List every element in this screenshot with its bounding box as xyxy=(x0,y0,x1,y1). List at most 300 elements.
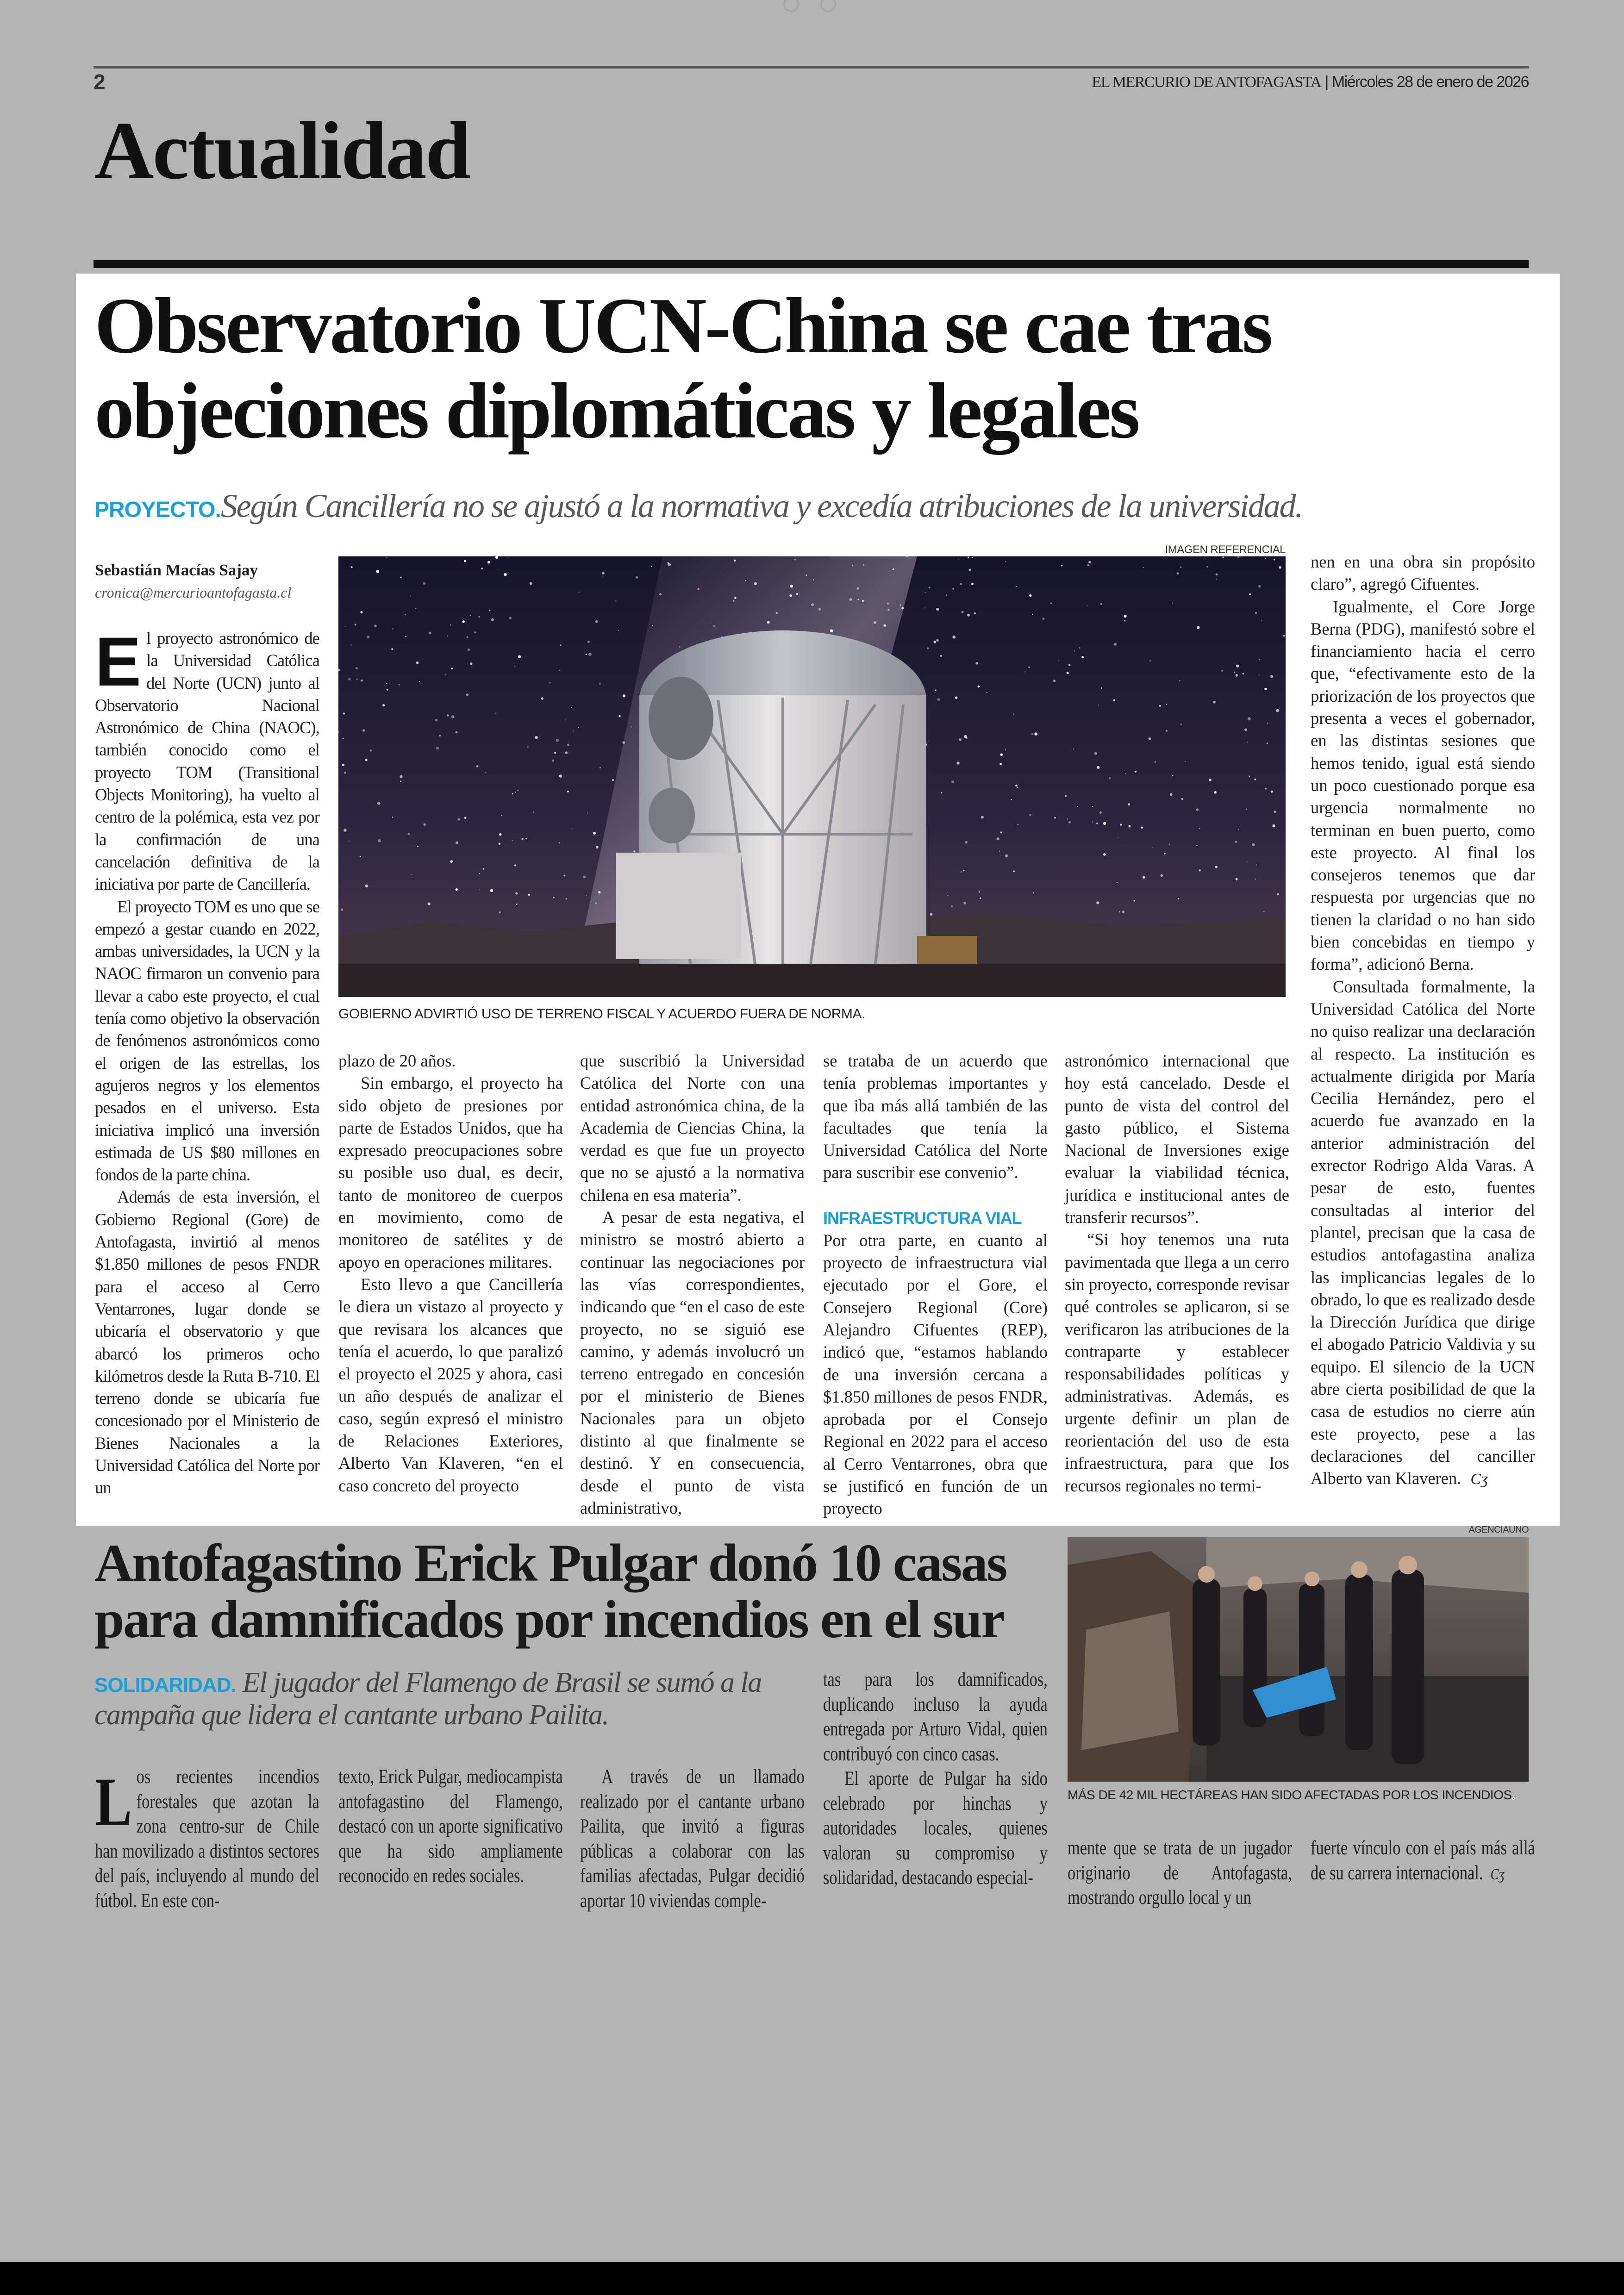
paragraph: nen en una obra sin propósito claro”, agregó Cifuentes. xyxy=(1311,552,1535,594)
article-column xyxy=(1065,1050,1289,1497)
star xyxy=(1271,791,1273,793)
star xyxy=(343,712,345,714)
star xyxy=(1181,798,1183,799)
star xyxy=(361,680,363,682)
star xyxy=(1196,808,1199,811)
star xyxy=(1166,704,1167,705)
star xyxy=(405,614,406,615)
star xyxy=(1246,809,1247,810)
star xyxy=(1029,814,1031,816)
star xyxy=(951,905,953,907)
star xyxy=(1283,635,1285,637)
star xyxy=(515,792,516,793)
star xyxy=(1196,845,1197,846)
star xyxy=(351,566,353,568)
publication-name: EL MERCURIO DE ANTOFAGASTA xyxy=(1092,74,1321,91)
publication-date: Miércoles 28 de enero de 2026 xyxy=(1331,73,1529,91)
star xyxy=(424,823,426,826)
star xyxy=(1168,844,1170,845)
star xyxy=(451,715,455,718)
star xyxy=(596,846,599,848)
star xyxy=(1092,806,1093,807)
star xyxy=(481,568,483,569)
star xyxy=(968,569,971,571)
star xyxy=(1103,853,1106,856)
star xyxy=(1255,879,1256,880)
star xyxy=(456,731,458,734)
star xyxy=(468,649,470,651)
star xyxy=(623,742,625,744)
star xyxy=(499,911,501,913)
star xyxy=(1161,874,1163,877)
paragraph: El proyecto TOM es uno que se empezó a gestar cuando en 2022, ambas universidades, la UCN y la NAOC firmaron un convenio para llevar a cabo este proyecto, el cual tenía como objetivo la observación de fenómenos astronómicos como el origen de las estrellas, los agujeros negros y los elementos pesados en el universo. Esta iniciativa implicó una inversión estimada de US $80 millones en fondos de la parte china. xyxy=(95,897,319,1185)
article-secondary-deck xyxy=(94,1666,807,1731)
star xyxy=(1029,594,1032,597)
star xyxy=(474,631,476,633)
star xyxy=(417,846,418,847)
star xyxy=(1054,817,1056,819)
star xyxy=(794,559,795,560)
star xyxy=(495,712,497,714)
star xyxy=(937,698,940,701)
star xyxy=(400,780,401,782)
star xyxy=(407,833,410,835)
star xyxy=(951,780,954,783)
star xyxy=(1149,737,1151,740)
star xyxy=(559,774,562,778)
star xyxy=(1155,761,1156,763)
kicker: PROYECTO. xyxy=(94,498,221,522)
star xyxy=(341,909,343,911)
star xyxy=(887,609,889,611)
star xyxy=(1024,672,1025,673)
star xyxy=(344,829,347,832)
star xyxy=(1178,898,1180,900)
star xyxy=(457,818,460,821)
star xyxy=(1065,795,1067,797)
star xyxy=(1264,688,1267,690)
star xyxy=(1234,672,1235,673)
star xyxy=(974,612,976,615)
bottom-bar xyxy=(0,2262,1624,2295)
star xyxy=(1255,612,1257,614)
star xyxy=(378,839,381,842)
paragraph: texto, Erick Pulgar, mediocampista antofagastino del Flamengo, destacó con un aporte significativo que ha sido ampliamente reconocido en redes sociales. xyxy=(338,1766,563,1887)
star xyxy=(796,593,798,595)
star xyxy=(439,735,441,736)
star xyxy=(1005,561,1006,562)
star xyxy=(857,587,859,590)
star xyxy=(517,790,518,792)
star xyxy=(1248,717,1251,720)
star xyxy=(350,644,351,645)
annex xyxy=(616,853,741,959)
star xyxy=(1068,664,1071,666)
star xyxy=(399,684,400,686)
star xyxy=(1088,561,1091,564)
star xyxy=(967,614,970,617)
star xyxy=(1034,732,1037,736)
deck-text: Según Cancillería no se ajustó a la normativa y excedía atribuciones de la universidad. xyxy=(220,487,1303,524)
star xyxy=(1159,705,1161,707)
star xyxy=(623,694,625,697)
star xyxy=(936,608,939,611)
star xyxy=(1031,733,1033,735)
star xyxy=(1197,626,1199,629)
star xyxy=(857,599,859,600)
star xyxy=(514,864,516,866)
star xyxy=(516,904,518,905)
star xyxy=(1125,773,1126,774)
star xyxy=(961,611,963,613)
star xyxy=(356,679,357,680)
star xyxy=(553,897,555,898)
star xyxy=(1042,617,1044,620)
star xyxy=(652,625,653,626)
article-secondary-headline xyxy=(94,1535,1062,1648)
star xyxy=(1256,865,1257,866)
star xyxy=(1118,837,1119,838)
star xyxy=(567,791,569,792)
star xyxy=(559,842,560,843)
star xyxy=(1249,593,1251,595)
star xyxy=(466,636,468,638)
headline-line: Antofagastino Erick Pulgar donó 10 casas xyxy=(94,1534,1006,1593)
star xyxy=(1018,824,1019,825)
star xyxy=(512,840,513,841)
star xyxy=(411,874,412,875)
star xyxy=(960,583,962,585)
star xyxy=(999,763,1002,765)
fire-damage-photo xyxy=(1068,1537,1529,1782)
masthead xyxy=(1092,73,1529,91)
star xyxy=(470,662,472,665)
star xyxy=(1152,847,1153,848)
star xyxy=(615,600,616,601)
star xyxy=(587,813,588,814)
star xyxy=(1058,660,1059,661)
star xyxy=(1166,730,1168,732)
star xyxy=(631,726,632,728)
star xyxy=(549,682,550,684)
star xyxy=(450,860,453,863)
star xyxy=(400,577,402,579)
star xyxy=(429,632,431,635)
star xyxy=(499,833,502,836)
star xyxy=(559,670,560,671)
headline-line: objeciones diplomáticas y legales xyxy=(94,367,1138,455)
star xyxy=(362,729,365,732)
article-column xyxy=(95,623,319,1499)
star xyxy=(376,570,379,573)
star xyxy=(930,913,932,916)
star xyxy=(530,582,532,585)
author-byline: Sebastián Macías Sajay xyxy=(95,561,258,579)
star xyxy=(1073,748,1074,749)
star xyxy=(813,579,814,580)
star xyxy=(377,802,381,805)
star xyxy=(464,817,467,819)
star xyxy=(349,841,350,842)
star xyxy=(470,615,471,616)
header-rule xyxy=(94,66,1529,69)
paragraph: mente que se trata de un jugador originario de Antofagasta, mostrando orgullo local y un xyxy=(1068,1837,1292,1908)
star xyxy=(1124,620,1125,621)
star xyxy=(1128,825,1131,827)
star xyxy=(595,620,598,623)
star xyxy=(365,885,368,887)
paragraph: Los recientes incendios forestales que azotan la zona centro-sur de Chile han movilizado a distintos sectores del país, incluyendo al mundo del fútbol. En este con- xyxy=(95,1764,319,1912)
star xyxy=(966,737,968,739)
star xyxy=(1079,648,1080,649)
star xyxy=(1267,742,1268,744)
star xyxy=(935,690,936,691)
star xyxy=(382,704,385,706)
star xyxy=(598,891,600,893)
star xyxy=(1236,878,1238,880)
star xyxy=(874,621,876,624)
star xyxy=(1235,841,1237,843)
star xyxy=(450,624,451,626)
star xyxy=(416,661,419,664)
star xyxy=(423,582,425,585)
paragraph: “Si hoy tenemos una ruta pavimentada que llega a un cerro sin proyecto, corresponde revisar qué controles se aplicaron, si se verificaron las atribuciones de la contraparte y establecer responsabilidades políticas y administrativas. Además, es urgente definir un plan de reorientación del uso de esta infraestructura, para que los recursos regionales no termi- xyxy=(1065,1230,1289,1495)
star xyxy=(514,666,515,667)
paragraph: que suscribió la Universidad Católica del Norte con una entidad astronómica china, de la Academia de Ciencias China, la verdad es que fue un proyecto que no se ajustó a la normativa chilena en esa materia”. xyxy=(580,1051,805,1204)
star xyxy=(1263,911,1265,912)
star xyxy=(1005,749,1006,750)
star xyxy=(528,894,530,896)
star xyxy=(776,612,778,614)
star xyxy=(1097,766,1099,769)
star xyxy=(852,565,853,566)
star xyxy=(509,617,512,619)
article-column xyxy=(1311,551,1535,1490)
star xyxy=(491,618,494,621)
star xyxy=(1252,843,1255,846)
star xyxy=(1215,866,1218,868)
scroll-up-indicator-icon xyxy=(783,0,799,12)
star xyxy=(342,738,344,739)
star xyxy=(946,595,947,596)
star xyxy=(1100,603,1102,605)
star xyxy=(501,815,502,816)
star xyxy=(508,557,509,558)
star xyxy=(1143,567,1144,568)
star xyxy=(1221,670,1223,672)
star xyxy=(789,594,792,597)
star xyxy=(1092,822,1093,823)
star xyxy=(612,779,614,781)
star xyxy=(1180,567,1181,568)
star xyxy=(959,738,962,741)
star xyxy=(462,620,465,623)
star xyxy=(518,655,521,658)
author-email[interactable]: cronica@mercurioantofagasta.cl xyxy=(95,584,292,601)
star xyxy=(405,636,406,637)
star xyxy=(1011,799,1012,800)
star xyxy=(948,895,949,896)
star xyxy=(1185,761,1186,762)
drop-cap: L xyxy=(95,1764,132,1840)
star xyxy=(1068,821,1071,823)
star xyxy=(1000,832,1002,834)
star xyxy=(1270,675,1273,678)
star xyxy=(754,582,757,586)
paragraph: tas para los damnificados, duplicando incluso la ayuda entregada por Arturo Vidal, quien contribuyó con cinco casas. xyxy=(823,1669,1048,1765)
star xyxy=(1016,586,1017,587)
star xyxy=(476,765,478,767)
star xyxy=(1265,558,1266,559)
star xyxy=(464,560,466,562)
star xyxy=(933,641,936,643)
star xyxy=(1246,861,1247,862)
star xyxy=(1216,574,1218,576)
photo-credit: IMAGEN REFERENCIAL xyxy=(1165,543,1286,556)
paragraph: se trataba de un acuerdo que tenía problemas importantes y que iba más allá también de las facultades que tenía la Universidad Católica del Norte para suscribir ese convenio”. xyxy=(823,1051,1048,1182)
star xyxy=(1179,680,1181,681)
kicker: SOLIDARIDAD. xyxy=(94,1674,236,1696)
star xyxy=(1214,791,1217,794)
star xyxy=(651,566,652,567)
star xyxy=(587,641,590,643)
star xyxy=(999,851,1000,852)
star xyxy=(599,683,600,685)
star xyxy=(527,746,529,748)
antenna-dish xyxy=(649,788,695,843)
paragraph: Consultada formalmente, la Universidad Católica del Norte no quiso realizar una declaración al respecto. La institución es actualmente dirigida por María Cecilia Hernández, pero el acuerdo fue avanzado en la anterior administración del exrector Rodrigo Alda Varas. A pesar de esto, fuentes consultadas al interior del plantel, precisan que la casa de estudios antofagastina analiza las implicancias legales de lo obrado, lo que es realizado desde la Dirección Jurídica que dirige el abogado Patricio Valdivia y su equipo. El silencio de la UCN abre cierta posibilidad de que la casa de estudios no cierre aún este proyecto, pese a las declaraciones del canciller Alberto van Klaveren. Cʒ xyxy=(1311,977,1535,1488)
star xyxy=(578,727,579,728)
photo-credit: AGENCIAUNO xyxy=(1468,1525,1529,1535)
star xyxy=(1180,723,1181,725)
star xyxy=(1209,779,1212,781)
star xyxy=(899,605,901,606)
star xyxy=(975,662,978,665)
star xyxy=(927,648,929,649)
star xyxy=(887,603,889,605)
article-column xyxy=(580,1050,805,1519)
star xyxy=(636,576,638,579)
star xyxy=(1199,869,1200,871)
star xyxy=(602,572,605,575)
star xyxy=(571,707,572,708)
star xyxy=(478,616,480,617)
star xyxy=(1067,818,1068,820)
star xyxy=(344,772,346,774)
star xyxy=(370,749,372,752)
star xyxy=(356,667,358,669)
star xyxy=(593,832,596,835)
masthead-separator: | xyxy=(1324,73,1328,91)
star xyxy=(1238,829,1239,830)
star xyxy=(435,719,437,722)
star xyxy=(1141,827,1143,829)
star xyxy=(386,557,387,558)
star xyxy=(734,560,736,562)
star xyxy=(1265,788,1267,790)
star xyxy=(479,873,480,874)
star xyxy=(1061,565,1063,567)
star xyxy=(1236,674,1238,676)
star xyxy=(515,892,518,894)
star xyxy=(563,875,565,877)
end-mark-icon: Cʒ xyxy=(1490,1865,1505,1883)
star xyxy=(1122,911,1125,913)
star xyxy=(522,838,524,840)
star xyxy=(436,747,439,749)
star xyxy=(487,561,490,564)
star xyxy=(1279,566,1281,569)
paragraph: A pesar de esta negativa, el ministro se mostró abierto a continuar las negociaciones por las vías correspondientes, indicando que “en el caso de este proyecto, no se siguió ese camino, y además involucró un terreno entregado en concesión por el ministerio de Bienes Nacionales para un objeto distinto al que finalmente se destinó. Y en consecuencia, desde el punto de vista administrativo, xyxy=(580,1208,805,1517)
article-main-deck xyxy=(94,487,1302,525)
star xyxy=(961,871,962,873)
star xyxy=(1013,871,1015,872)
star xyxy=(1170,793,1173,796)
scroll-down-indicator-icon xyxy=(820,0,836,12)
star xyxy=(981,816,984,818)
star xyxy=(1242,673,1244,675)
star xyxy=(360,856,361,857)
star xyxy=(595,902,597,904)
star xyxy=(1120,824,1122,826)
star xyxy=(1274,811,1276,813)
star xyxy=(1276,709,1279,712)
star xyxy=(633,850,635,852)
star xyxy=(556,739,559,742)
star xyxy=(1028,667,1030,668)
star xyxy=(1258,585,1261,588)
star xyxy=(1213,701,1216,704)
star xyxy=(1199,828,1200,829)
star xyxy=(512,793,513,795)
star xyxy=(447,714,449,716)
star xyxy=(1117,882,1118,883)
star xyxy=(355,624,356,625)
star xyxy=(1017,786,1018,788)
star xyxy=(830,630,833,633)
star xyxy=(618,630,619,631)
observatory-photo xyxy=(338,556,1286,997)
star xyxy=(1113,699,1115,702)
deck-text: El jugador del Flamengo de Brasil se sumó a la campaña que lidera el cantante urbano Pailita. xyxy=(94,1667,762,1731)
star xyxy=(1249,776,1250,777)
star xyxy=(1164,853,1166,855)
star xyxy=(618,715,620,717)
star xyxy=(952,588,954,590)
star xyxy=(560,644,562,646)
star xyxy=(386,683,387,684)
star xyxy=(489,610,490,611)
star xyxy=(567,744,569,746)
subheading: INFRAESTRUCTURA VIAL xyxy=(823,1208,1022,1228)
star xyxy=(400,775,403,778)
star xyxy=(1000,754,1003,756)
star xyxy=(1277,893,1279,895)
article-column xyxy=(338,1765,563,1889)
paragraph: A través de un llamado realizado por el cantante urbano Pailita, que invitó a figuras públicas a colaborar con las familias afectadas, Pulgar decidió aportar 10 viviendas comple- xyxy=(580,1766,805,1912)
star xyxy=(971,583,974,585)
article-column xyxy=(1068,1836,1292,1910)
star xyxy=(1087,564,1089,566)
star xyxy=(1067,672,1069,674)
star xyxy=(963,902,966,904)
star xyxy=(456,842,458,844)
star xyxy=(679,646,681,648)
star xyxy=(573,730,574,731)
star xyxy=(1096,823,1098,824)
star xyxy=(1101,687,1102,688)
paragraph: astronómico internacional que hoy está cancelado. Desde el punto de vista del control del gasto público, el Sistema Nacional de Inversiones exige evaluar la viabilidad técnica, jurídica e institucional antes de transferir recursos”. xyxy=(1065,1051,1289,1227)
